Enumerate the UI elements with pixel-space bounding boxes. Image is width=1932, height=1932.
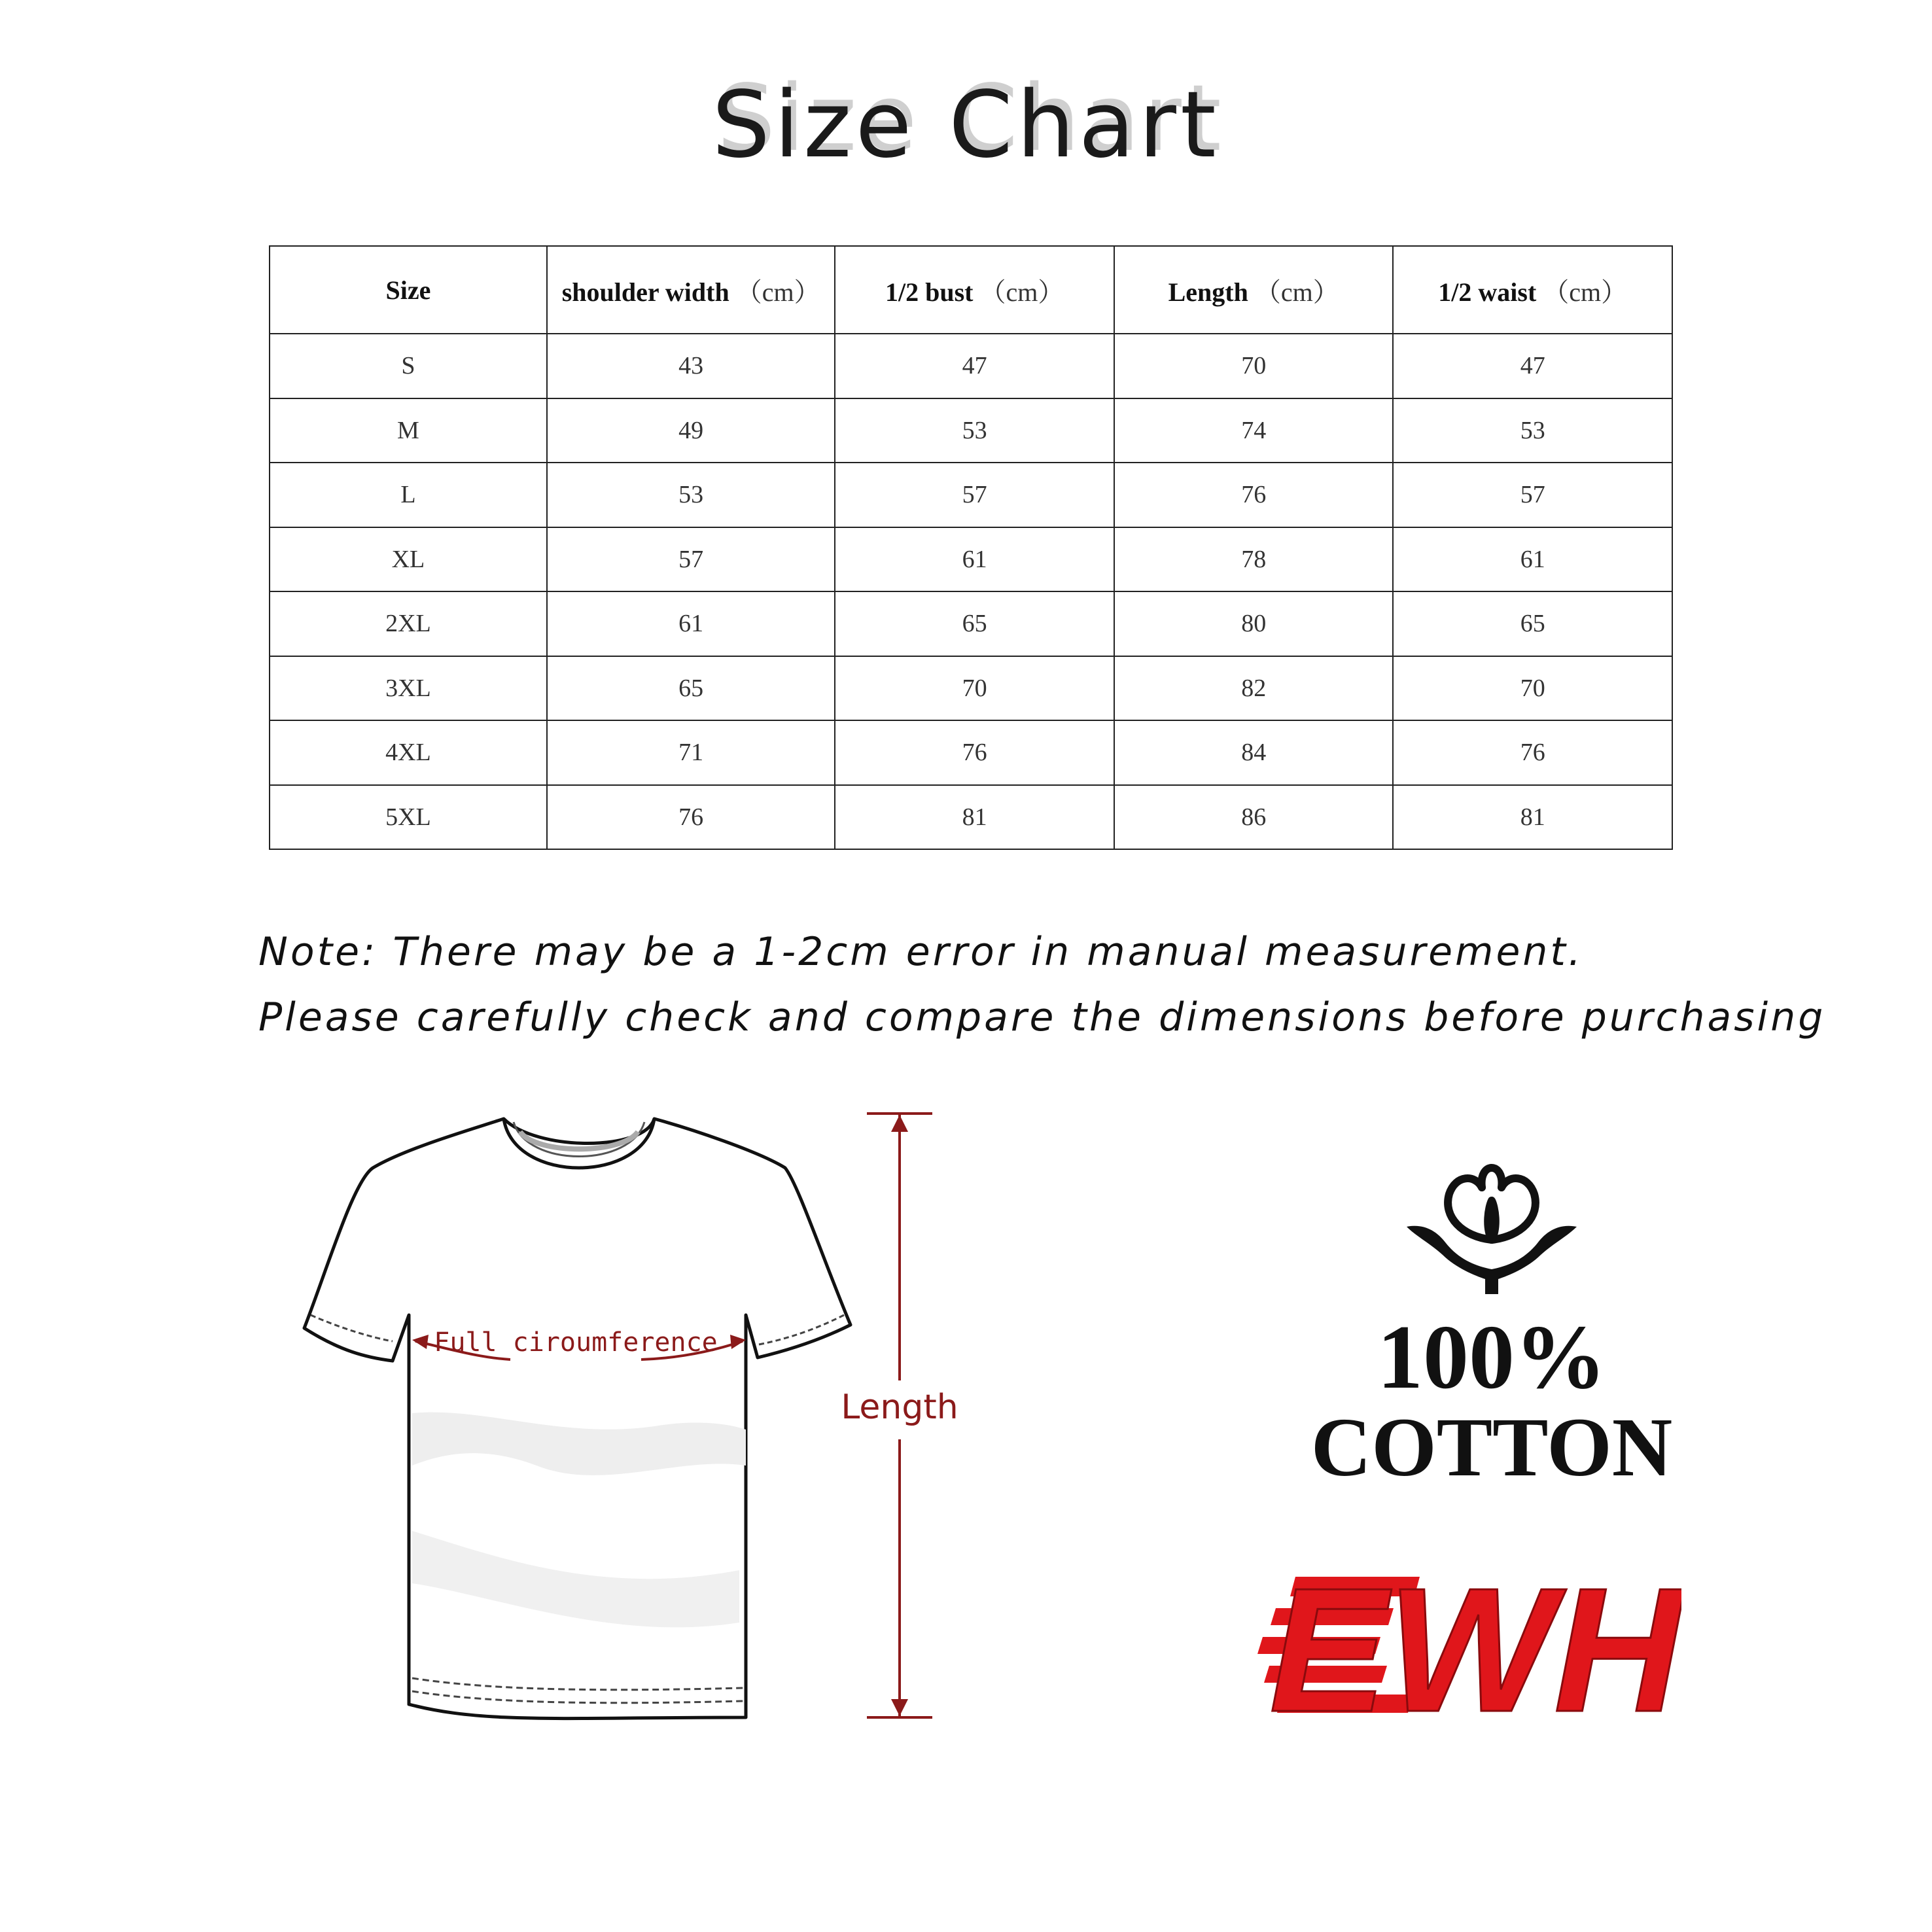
- table-cell: 70: [1114, 334, 1394, 398]
- table-cell: 47: [1393, 334, 1672, 398]
- table-cell: 57: [835, 463, 1114, 527]
- table-cell: 65: [1393, 591, 1672, 656]
- table-cell: XL: [270, 527, 547, 592]
- table-cell: 70: [1393, 656, 1672, 721]
- table-cell: 78: [1114, 527, 1394, 592]
- table-cell: 65: [547, 656, 835, 721]
- table-cell: 65: [835, 591, 1114, 656]
- table-row: [270, 527, 1672, 592]
- cotton-flower-icon: [1394, 1138, 1590, 1302]
- table-cell: 53: [835, 398, 1114, 463]
- size-table: [269, 245, 1673, 850]
- arrow-head: [891, 1115, 908, 1132]
- table-cell: 76: [1393, 720, 1672, 785]
- length-label: Length: [841, 1388, 958, 1427]
- table-cell: 61: [547, 591, 835, 656]
- table-cell: 61: [1393, 527, 1672, 592]
- table-cell: 80: [1114, 591, 1394, 656]
- column-header: Length （cm）: [1114, 246, 1394, 334]
- table-cell: 76: [547, 785, 835, 850]
- table-header-row: [270, 246, 1672, 334]
- table-cell: 71: [547, 720, 835, 785]
- tshirt-diagram: [288, 1099, 1027, 1740]
- table-row: [270, 463, 1672, 527]
- table-cell: 70: [835, 656, 1114, 721]
- table-row: [270, 591, 1672, 656]
- table-cell: 57: [1393, 463, 1672, 527]
- table-cell: 81: [835, 785, 1114, 850]
- table-cell: 5XL: [270, 785, 547, 850]
- table-cell: 61: [835, 527, 1114, 592]
- logo-text: EWH: [1269, 1557, 1681, 1721]
- table-cell: 86: [1114, 785, 1394, 850]
- table-cell: 82: [1114, 656, 1394, 721]
- table-cell: 76: [1114, 463, 1394, 527]
- table-cell: 43: [547, 334, 835, 398]
- circumference-label: Full ciroumference: [434, 1327, 718, 1358]
- table-cell: 2XL: [270, 591, 547, 656]
- table-cell: 74: [1114, 398, 1394, 463]
- table-cell: S: [270, 334, 547, 398]
- table-cell: 49: [547, 398, 835, 463]
- table-cell: 53: [547, 463, 835, 527]
- table-cell: 47: [835, 334, 1114, 398]
- table-cell: 3XL: [270, 656, 547, 721]
- note-line: Note: There may be a 1-2cm error in manual measurement.: [258, 929, 1584, 975]
- table-cell: 53: [1393, 398, 1672, 463]
- page-title: Size Chart: [712, 72, 1220, 179]
- table-cell: 57: [547, 527, 835, 592]
- table-cell: 81: [1393, 785, 1672, 850]
- column-header: 1/2 bust （cm）: [835, 246, 1114, 334]
- arrow-head: [891, 1699, 908, 1716]
- column-header: Size: [270, 246, 547, 334]
- table-row: [270, 785, 1672, 850]
- note-line: Please carefully check and compare the dimensions before purchasing: [258, 994, 1826, 1040]
- table-cell: 76: [835, 720, 1114, 785]
- brand-logo: [1250, 1557, 1681, 1721]
- table-row: [270, 656, 1672, 721]
- table-cell: L: [270, 463, 547, 527]
- column-header: shoulder width （cm）: [547, 246, 835, 334]
- table-cell: M: [270, 398, 547, 463]
- table-row: [270, 398, 1672, 463]
- cotton-word: COTTON: [1310, 1401, 1673, 1494]
- table-cell: 4XL: [270, 720, 547, 785]
- tshirt-outline: [304, 1119, 851, 1719]
- cotton-percent: 100%: [1377, 1307, 1606, 1408]
- table-cell: 84: [1114, 720, 1394, 785]
- column-header: 1/2 waist （cm）: [1393, 246, 1672, 334]
- table-row: [270, 720, 1672, 785]
- table-row: [270, 334, 1672, 398]
- cotton-badge: [1282, 1138, 1701, 1494]
